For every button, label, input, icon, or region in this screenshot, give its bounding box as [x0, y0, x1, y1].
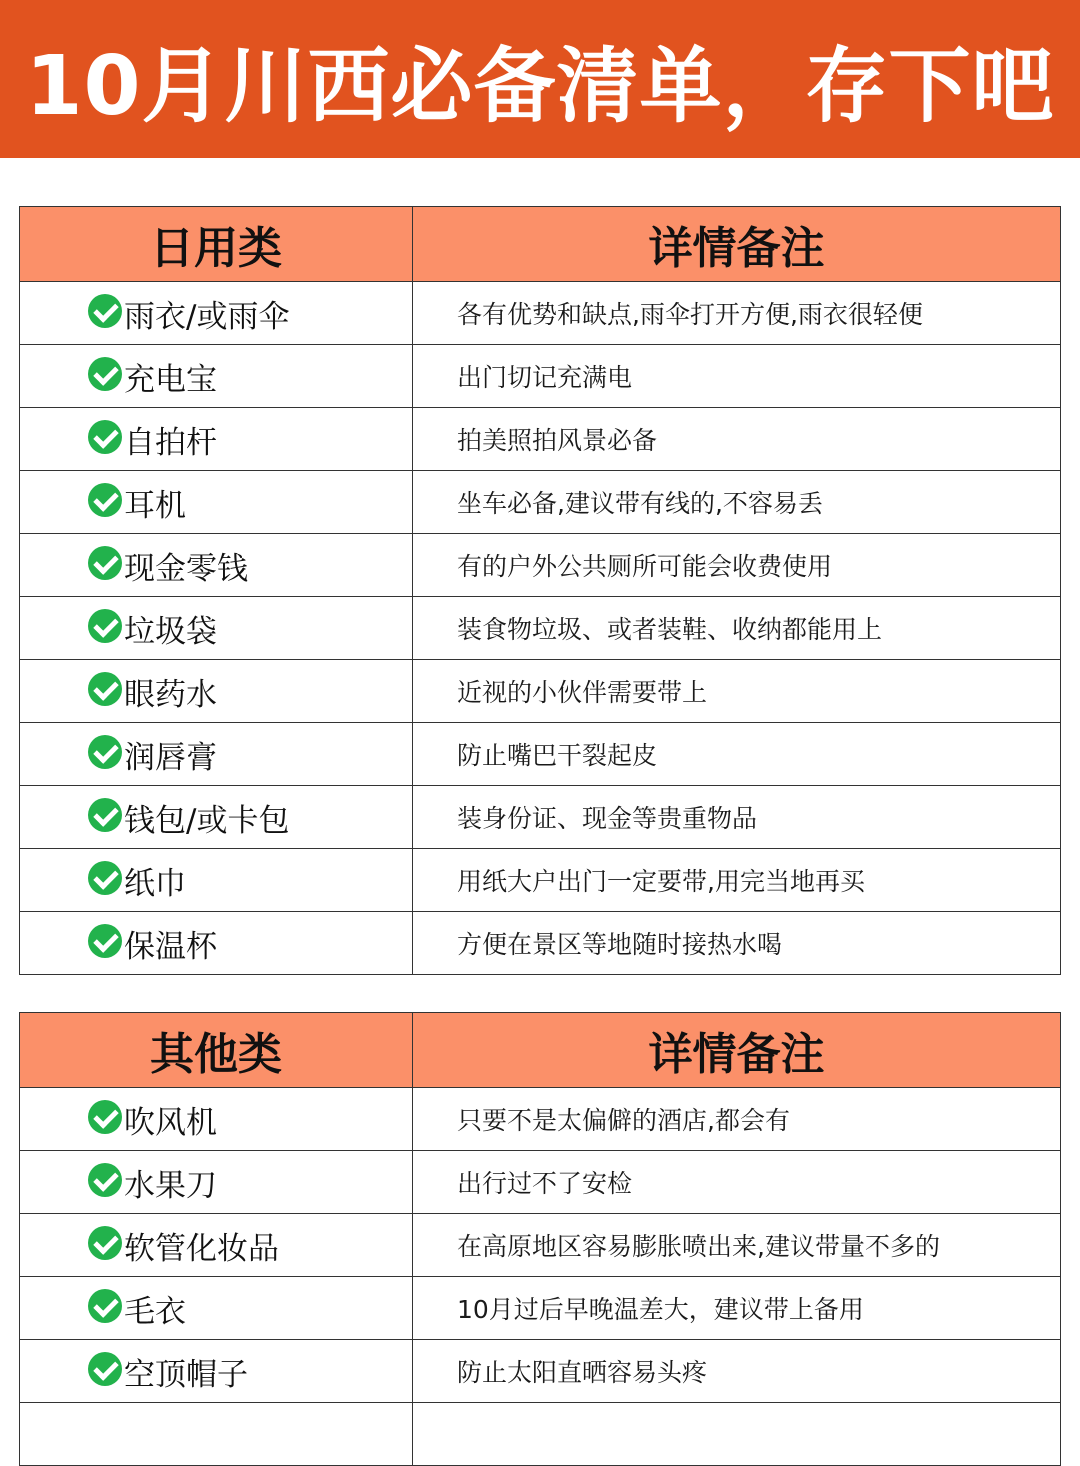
table-row	[20, 786, 1061, 849]
item-label: 钱包/或卡包	[124, 802, 290, 839]
table-row	[20, 1277, 1061, 1340]
item-cell	[20, 1214, 413, 1277]
check-circle-icon	[88, 798, 122, 832]
notes-header: 详情备注	[413, 1013, 1061, 1088]
check-circle-icon	[88, 924, 122, 958]
table-row	[20, 1340, 1061, 1403]
category-header: 日用类	[20, 207, 413, 282]
item-label: 纸巾	[124, 865, 186, 902]
item-label: 保温杯	[124, 928, 217, 965]
item-cell	[20, 1277, 413, 1340]
note-cell: 近视的小伙伴需要带上	[413, 660, 1061, 723]
note-cell: 用纸大户出门一定要带,用完当地再买	[413, 849, 1061, 912]
item-cell	[20, 660, 413, 723]
note-cell: 各有优势和缺点,雨伞打开方便,雨衣很轻便	[413, 282, 1061, 345]
item-label: 耳机	[124, 487, 186, 524]
item-label: 自拍杆	[124, 424, 217, 461]
item-cell	[20, 345, 413, 408]
item-label: 雨衣/或雨伞	[124, 298, 290, 335]
note-cell: 装食物垃圾、或者装鞋、收纳都能用上	[413, 597, 1061, 660]
check-circle-icon	[88, 1352, 122, 1386]
note-cell: 拍美照拍风景必备	[413, 408, 1061, 471]
item-cell	[20, 471, 413, 534]
check-circle-icon	[88, 735, 122, 769]
category-header: 其他类	[20, 1013, 413, 1088]
item-cell	[20, 282, 413, 345]
table-row	[20, 345, 1061, 408]
page-title: 10月川西必备清单，存下吧	[25, 38, 1055, 134]
table-row	[20, 912, 1061, 975]
check-circle-icon	[88, 1100, 122, 1134]
check-circle-icon	[88, 1289, 122, 1323]
item-cell	[20, 786, 413, 849]
note-cell: 出行过不了安检	[413, 1151, 1061, 1214]
note-cell: 方便在景区等地随时接热水喝	[413, 912, 1061, 975]
check-circle-icon	[88, 483, 122, 517]
table-row	[20, 408, 1061, 471]
item-label: 眼药水	[124, 676, 217, 713]
note-cell: 坐车必备,建议带有线的,不容易丢	[413, 471, 1061, 534]
item-label: 充电宝	[124, 361, 217, 398]
item-cell	[20, 408, 413, 471]
check-circle-icon	[88, 609, 122, 643]
note-cell: 防止太阳直晒容易头疼	[413, 1340, 1061, 1403]
item-cell	[20, 1151, 413, 1214]
item-label: 吹风机	[124, 1104, 217, 1141]
empty-row	[20, 1403, 1061, 1466]
title-banner	[0, 0, 1080, 158]
other-items-table	[19, 1012, 1061, 1466]
daily-items-table	[19, 206, 1061, 975]
table-row	[20, 597, 1061, 660]
note-cell: 防止嘴巴干裂起皮	[413, 723, 1061, 786]
table-row	[20, 282, 1061, 345]
item-cell	[20, 1088, 413, 1151]
table-row	[20, 1088, 1061, 1151]
item-label: 水果刀	[124, 1167, 217, 1204]
item-cell	[20, 723, 413, 786]
item-label: 空顶帽子	[124, 1356, 248, 1393]
check-circle-icon	[88, 861, 122, 895]
item-label: 垃圾袋	[124, 613, 217, 650]
check-circle-icon	[88, 294, 122, 328]
item-label: 润唇膏	[124, 739, 217, 776]
check-circle-icon	[88, 357, 122, 391]
table-row	[20, 1151, 1061, 1214]
note-cell: 在高原地区容易膨胀喷出来,建议带量不多的	[413, 1214, 1061, 1277]
table-header-row	[20, 1013, 1061, 1088]
item-label: 毛衣	[124, 1293, 186, 1330]
table-row	[20, 1214, 1061, 1277]
item-label: 软管化妆品	[124, 1230, 279, 1267]
table-row	[20, 849, 1061, 912]
check-circle-icon	[88, 672, 122, 706]
note-cell: 有的户外公共厕所可能会收费使用	[413, 534, 1061, 597]
check-circle-icon	[88, 546, 122, 580]
table-header-row	[20, 207, 1061, 282]
note-cell: 装身份证、现金等贵重物品	[413, 786, 1061, 849]
notes-header: 详情备注	[413, 207, 1061, 282]
item-cell	[20, 1340, 413, 1403]
check-circle-icon	[88, 420, 122, 454]
table-row	[20, 723, 1061, 786]
item-cell	[20, 912, 413, 975]
table-row	[20, 660, 1061, 723]
item-cell	[20, 849, 413, 912]
note-cell: 只要不是太偏僻的酒店,都会有	[413, 1088, 1061, 1151]
note-cell: 10月过后早晚温差大，建议带上备用	[413, 1277, 1061, 1340]
item-cell	[20, 534, 413, 597]
note-cell: 出门切记充满电	[413, 345, 1061, 408]
table-row	[20, 471, 1061, 534]
table-row	[20, 534, 1061, 597]
check-circle-icon	[88, 1163, 122, 1197]
empty-cell	[20, 1403, 413, 1466]
empty-cell	[413, 1403, 1061, 1466]
check-circle-icon	[88, 1226, 122, 1260]
item-cell	[20, 597, 413, 660]
item-label: 现金零钱	[124, 550, 248, 587]
